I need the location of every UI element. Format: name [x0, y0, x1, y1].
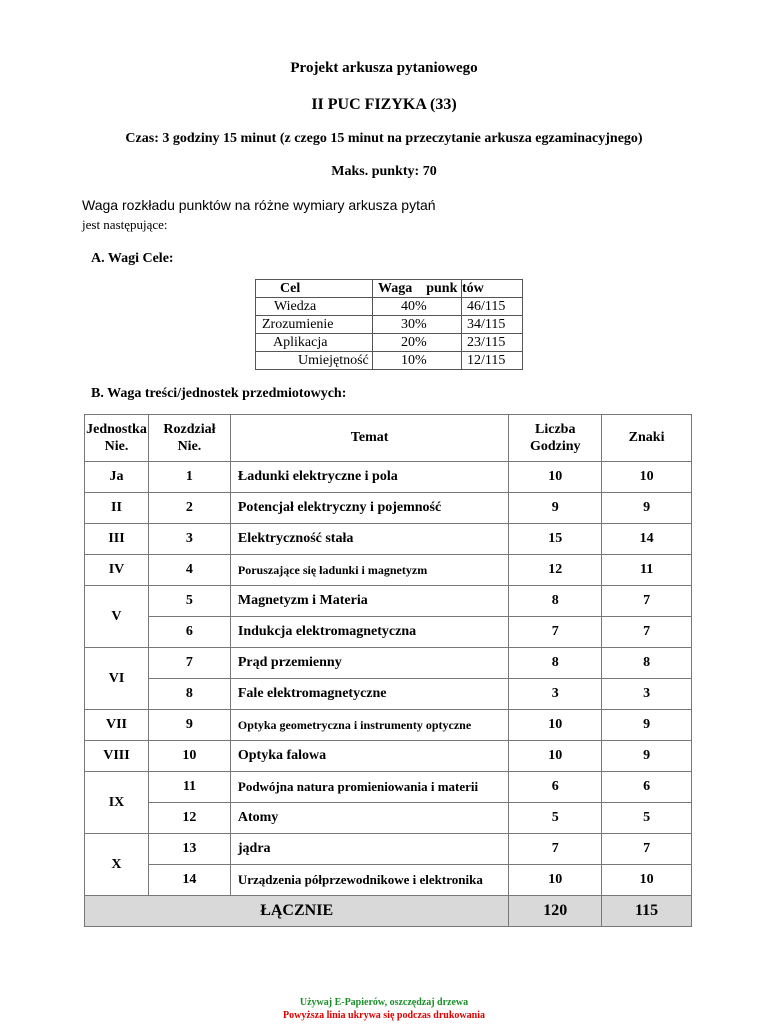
marks-cell: 10 — [602, 462, 692, 493]
hours-cell: 8 — [509, 586, 602, 617]
table-row — [85, 679, 692, 710]
hours-cell: 12 — [509, 555, 602, 586]
objectives-header-row — [256, 280, 523, 298]
table-row — [85, 555, 692, 586]
subject-heading: II PUC FIZYKA (33) — [311, 96, 457, 113]
topic-cell: Optyka geometryczna i instrumenty optyczne — [230, 710, 508, 741]
unit-cell: VI — [85, 648, 149, 710]
marks-cell: 10 — [602, 865, 692, 896]
total-label: ŁĄCZNIE — [85, 896, 509, 927]
objective-row — [256, 334, 523, 352]
col-unit — [85, 415, 149, 462]
hours-cell: 8 — [509, 648, 602, 679]
objective-pct: 20% — [373, 334, 462, 352]
marks-cell: 14 — [602, 524, 692, 555]
chapter-cell: 11 — [148, 772, 230, 803]
objective-row — [256, 316, 523, 334]
marks-cell: 11 — [602, 555, 692, 586]
unit-cell: IX — [85, 772, 149, 834]
objective-row — [256, 298, 523, 316]
objective-pct: 10% — [373, 352, 462, 370]
col-chapter-line-1: Rozdział — [163, 422, 216, 437]
table-row — [85, 524, 692, 555]
col-hours-line-2: Godziny — [529, 439, 581, 454]
table-row — [85, 648, 692, 679]
document-title: Projekt arkusza pytaniowego — [290, 60, 478, 76]
col-cel: Cel — [256, 280, 373, 298]
chapter-cell: 6 — [148, 617, 230, 648]
unit-cell: III — [85, 524, 149, 555]
topic-cell: Elektryczność stała — [230, 524, 508, 555]
objective-pts: 46/115 — [462, 298, 523, 316]
table-row — [85, 772, 692, 803]
marks-cell: 7 — [602, 834, 692, 865]
marks-cell: 9 — [602, 741, 692, 772]
table-row — [85, 586, 692, 617]
marks-cell: 9 — [602, 710, 692, 741]
footer-eco-note: Używaj E-Papierów, oszczędzaj drzewa — [299, 997, 469, 1008]
chapter-cell: 9 — [148, 710, 230, 741]
exam-time: Czas: 3 godziny 15 minut (z czego 15 minut na przeczytanie arkusza egzaminacyjnego) — [125, 131, 643, 146]
marks-cell: 7 — [602, 586, 692, 617]
max-points: Maks. punkty: 70 — [331, 164, 437, 179]
hours-cell: 10 — [509, 741, 602, 772]
units-table — [84, 414, 692, 927]
topic-cell: Podwójna natura promieniowania i materii — [230, 772, 508, 803]
units-header-row — [85, 415, 692, 462]
total-marks: 115 — [602, 896, 692, 927]
table-row — [85, 493, 692, 524]
col-hours-line-1: Liczba — [535, 422, 576, 437]
unit-cell: Ja — [85, 462, 149, 493]
marks-cell: 6 — [602, 772, 692, 803]
footer-print-note: Powyższa linia ukrywa się podczas drukowania — [283, 1010, 485, 1021]
topic-cell: Urządzenia półprzewodnikowe i elektronika — [230, 865, 508, 896]
marks-cell: 8 — [602, 648, 692, 679]
marks-cell: 9 — [602, 493, 692, 524]
unit-cell: VII — [85, 710, 149, 741]
objective-pct: 40% — [373, 298, 462, 316]
objective-row — [256, 352, 523, 370]
topic-cell: Atomy — [230, 803, 508, 834]
topic-cell: Magnetyzm i Materia — [230, 586, 508, 617]
topic-cell: Poruszające się ładunki i magnetyzm — [230, 555, 508, 586]
table-row — [85, 710, 692, 741]
total-row — [85, 896, 692, 927]
col-waga: Waga punk — [373, 280, 462, 298]
chapter-cell: 13 — [148, 834, 230, 865]
objective-pts: 23/115 — [462, 334, 523, 352]
intro-line-1: Waga rozkładu punktów na różne wymiary arkusza pytań — [82, 197, 436, 213]
chapter-cell: 10 — [148, 741, 230, 772]
objective-name: Wiedza — [256, 298, 373, 316]
objective-pts: 34/115 — [462, 316, 523, 334]
col-marks: Znaki — [602, 415, 692, 462]
hours-cell: 10 — [509, 865, 602, 896]
hours-cell: 10 — [509, 462, 602, 493]
topic-cell: Prąd przemienny — [230, 648, 508, 679]
topic-cell: Potencjał elektryczny i pojemność — [230, 493, 508, 524]
table-row — [85, 803, 692, 834]
table-row — [85, 462, 692, 493]
chapter-cell: 1 — [148, 462, 230, 493]
chapter-cell: 2 — [148, 493, 230, 524]
marks-cell: 5 — [602, 803, 692, 834]
chapter-cell: 3 — [148, 524, 230, 555]
hours-cell: 7 — [509, 617, 602, 648]
col-chapter-line-2: Nie. — [177, 439, 202, 454]
objective-name: Umiejętność — [256, 352, 373, 370]
col-tow: tów — [462, 280, 523, 298]
unit-cell: X — [85, 834, 149, 896]
topic-cell: Ładunki elektryczne i pola — [230, 462, 508, 493]
table-row — [85, 865, 692, 896]
chapter-cell: 12 — [148, 803, 230, 834]
section-a-heading: A. Wagi Cele: — [91, 251, 174, 266]
chapter-cell: 14 — [148, 865, 230, 896]
col-chapter — [148, 415, 230, 462]
topic-cell: Optyka falowa — [230, 741, 508, 772]
col-unit-line-2: Nie. — [104, 439, 129, 454]
hours-cell: 3 — [509, 679, 602, 710]
objective-pct: 30% — [373, 316, 462, 334]
hours-cell: 7 — [509, 834, 602, 865]
hours-cell: 15 — [509, 524, 602, 555]
table-row — [85, 741, 692, 772]
objective-name: Zrozumienie — [256, 316, 373, 334]
col-hours — [509, 415, 602, 462]
unit-cell: VIII — [85, 741, 149, 772]
objectives-table — [255, 279, 523, 370]
chapter-cell: 7 — [148, 648, 230, 679]
col-unit-line-1: Jednostka — [86, 422, 147, 437]
table-row — [85, 617, 692, 648]
intro-paragraph — [82, 196, 436, 234]
intro-line-2: jest następujące: — [82, 217, 168, 232]
unit-cell: II — [85, 493, 149, 524]
marks-cell: 3 — [602, 679, 692, 710]
unit-cell: V — [85, 586, 149, 648]
topic-cell: jądra — [230, 834, 508, 865]
chapter-cell: 8 — [148, 679, 230, 710]
unit-cell: IV — [85, 555, 149, 586]
chapter-cell: 5 — [148, 586, 230, 617]
total-hours: 120 — [509, 896, 602, 927]
chapter-cell: 4 — [148, 555, 230, 586]
hours-cell: 6 — [509, 772, 602, 803]
objective-name: Aplikacja — [256, 334, 373, 352]
section-b-heading: B. Waga treści/jednostek przedmiotowych: — [91, 386, 347, 401]
table-row — [85, 834, 692, 865]
hours-cell: 5 — [509, 803, 602, 834]
col-topic: Temat — [230, 415, 508, 462]
topic-cell: Indukcja elektromagnetyczna — [230, 617, 508, 648]
topic-cell: Fale elektromagnetyczne — [230, 679, 508, 710]
marks-cell: 7 — [602, 617, 692, 648]
objective-pts: 12/115 — [462, 352, 523, 370]
hours-cell: 10 — [509, 710, 602, 741]
hours-cell: 9 — [509, 493, 602, 524]
